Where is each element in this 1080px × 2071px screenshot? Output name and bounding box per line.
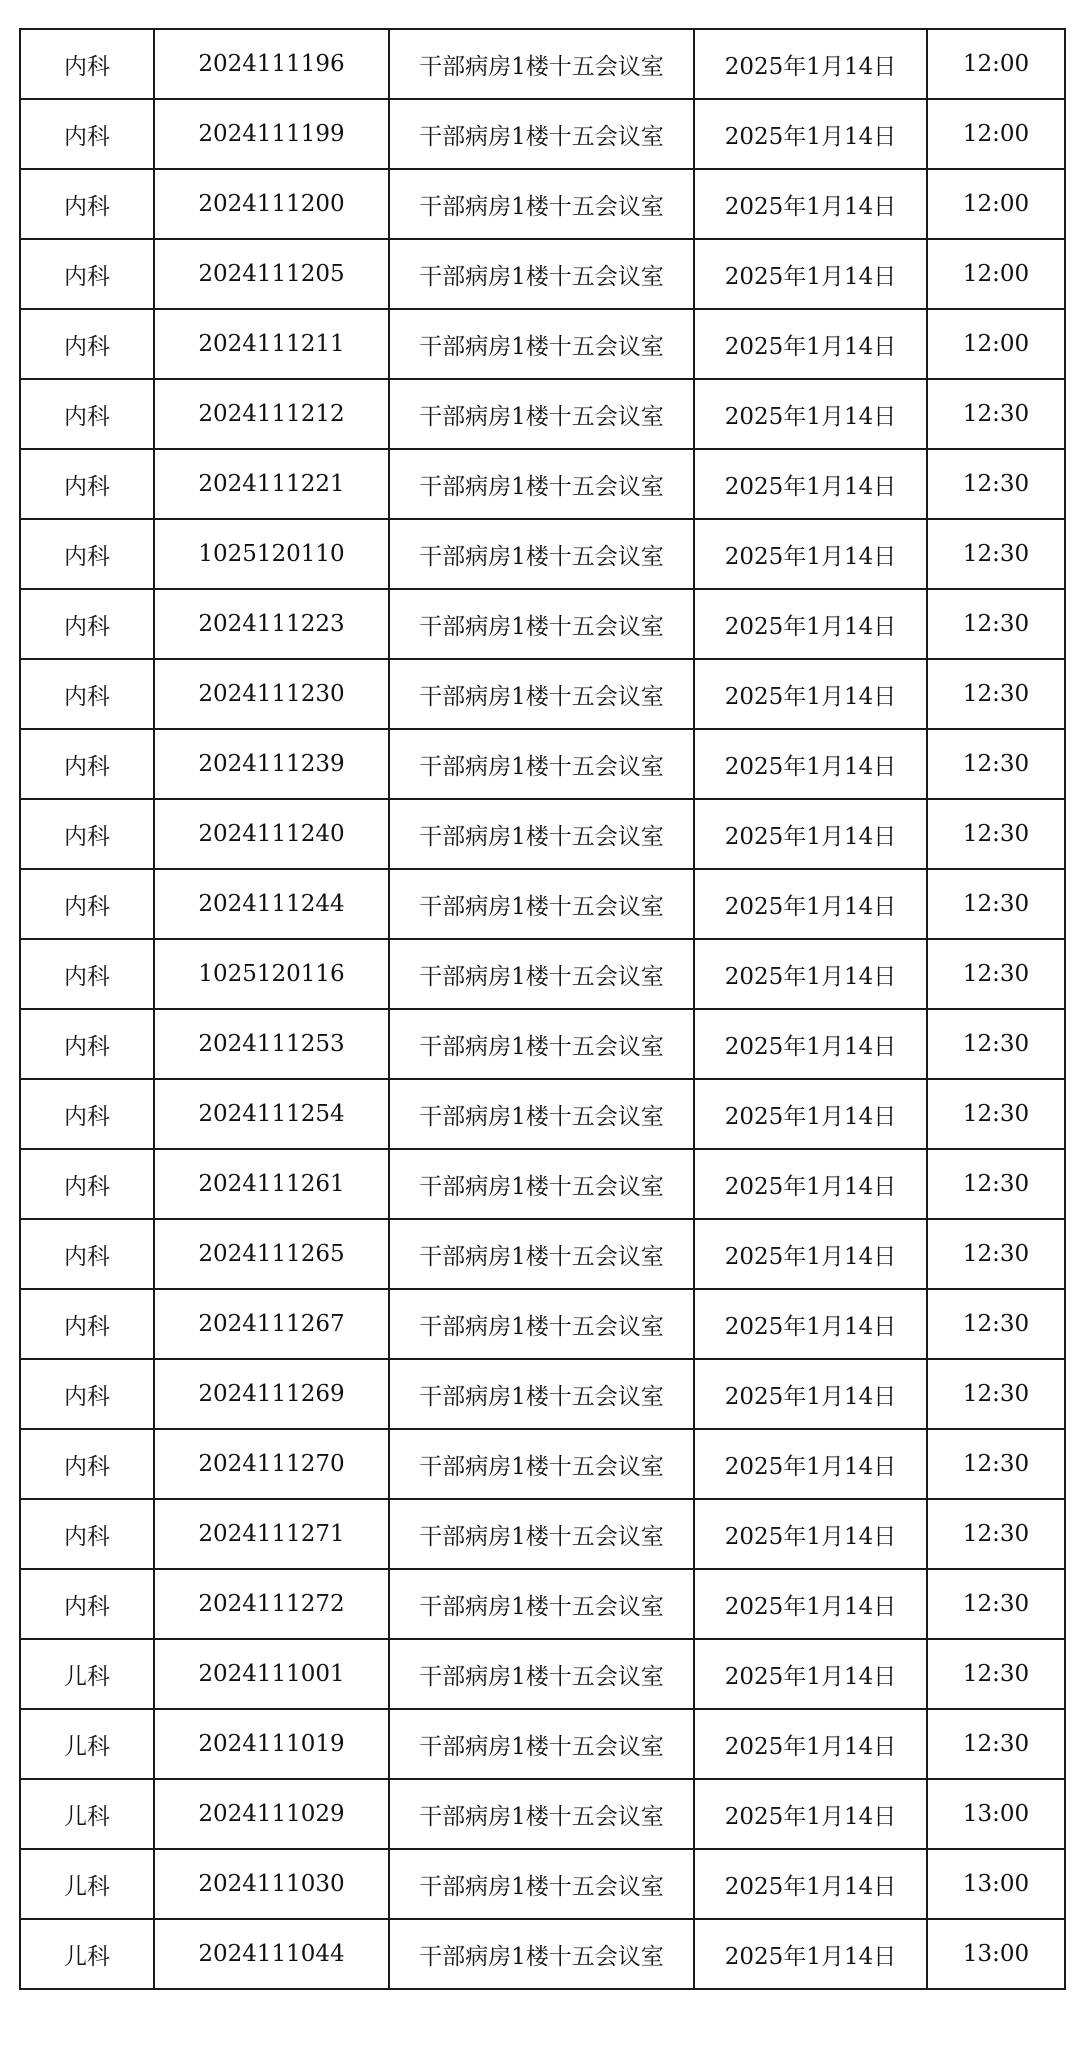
department-cell: 儿科 (20, 1639, 154, 1709)
location-cell: 干部病房1楼十五会议室 (389, 1919, 694, 1989)
department-cell: 儿科 (20, 1919, 154, 1989)
time-cell: 12:30 (927, 1499, 1065, 1569)
table-row (20, 729, 1065, 799)
date-cell: 2025年1月14日 (694, 799, 927, 869)
time-cell: 12:30 (927, 589, 1065, 659)
table-row (20, 799, 1065, 869)
location-cell: 干部病房1楼十五会议室 (389, 379, 694, 449)
location-cell: 干部病房1楼十五会议室 (389, 309, 694, 379)
table-row (20, 1359, 1065, 1429)
location-cell: 干部病房1楼十五会议室 (389, 1219, 694, 1289)
location-cell: 干部病房1楼十五会议室 (389, 1779, 694, 1849)
table-row (20, 1849, 1065, 1919)
location-cell: 干部病房1楼十五会议室 (389, 1429, 694, 1499)
schedule-table-body (20, 29, 1065, 1989)
department-cell: 内科 (20, 939, 154, 1009)
department-cell: 内科 (20, 869, 154, 939)
department-cell: 内科 (20, 1079, 154, 1149)
location-cell: 干部病房1楼十五会议室 (389, 169, 694, 239)
location-cell: 干部病房1楼十五会议室 (389, 729, 694, 799)
date-cell: 2025年1月14日 (694, 1499, 927, 1569)
department-cell: 内科 (20, 169, 154, 239)
candidate-id-cell: 1025120116 (154, 939, 389, 1009)
time-cell: 12:30 (927, 1359, 1065, 1429)
table-row (20, 519, 1065, 589)
candidate-id-cell: 2024111271 (154, 1499, 389, 1569)
department-cell: 内科 (20, 729, 154, 799)
date-cell: 2025年1月14日 (694, 519, 927, 589)
location-cell: 干部病房1楼十五会议室 (389, 939, 694, 1009)
department-cell: 儿科 (20, 1709, 154, 1779)
candidate-id-cell: 2024111196 (154, 29, 389, 99)
time-cell: 12:30 (927, 1569, 1065, 1639)
date-cell: 2025年1月14日 (694, 1219, 927, 1289)
table-row (20, 169, 1065, 239)
department-cell: 内科 (20, 309, 154, 379)
time-cell: 12:30 (927, 1009, 1065, 1079)
department-cell: 内科 (20, 659, 154, 729)
candidate-id-cell: 2024111270 (154, 1429, 389, 1499)
date-cell: 2025年1月14日 (694, 309, 927, 379)
date-cell: 2025年1月14日 (694, 1709, 927, 1779)
department-cell: 内科 (20, 519, 154, 589)
date-cell: 2025年1月14日 (694, 589, 927, 659)
location-cell: 干部病房1楼十五会议室 (389, 1709, 694, 1779)
time-cell: 12:30 (927, 1219, 1065, 1289)
table-row (20, 1009, 1065, 1079)
candidate-id-cell: 2024111265 (154, 1219, 389, 1289)
schedule-table (19, 28, 1066, 1990)
time-cell: 12:00 (927, 29, 1065, 99)
date-cell: 2025年1月14日 (694, 29, 927, 99)
department-cell: 内科 (20, 239, 154, 309)
department-cell: 内科 (20, 1569, 154, 1639)
time-cell: 12:30 (927, 1709, 1065, 1779)
location-cell: 干部病房1楼十五会议室 (389, 799, 694, 869)
date-cell: 2025年1月14日 (694, 1009, 927, 1079)
table-row (20, 1219, 1065, 1289)
time-cell: 13:00 (927, 1849, 1065, 1919)
table-row (20, 29, 1065, 99)
date-cell: 2025年1月14日 (694, 939, 927, 1009)
department-cell: 内科 (20, 1009, 154, 1079)
table-row (20, 659, 1065, 729)
table-row (20, 1709, 1065, 1779)
date-cell: 2025年1月14日 (694, 1429, 927, 1499)
candidate-id-cell: 1025120110 (154, 519, 389, 589)
location-cell: 干部病房1楼十五会议室 (389, 519, 694, 589)
schedule-sheet (19, 28, 1066, 1990)
date-cell: 2025年1月14日 (694, 1289, 927, 1359)
candidate-id-cell: 2024111200 (154, 169, 389, 239)
location-cell: 干部病房1楼十五会议室 (389, 659, 694, 729)
date-cell: 2025年1月14日 (694, 169, 927, 239)
table-row (20, 869, 1065, 939)
time-cell: 13:00 (927, 1919, 1065, 1989)
table-row (20, 1779, 1065, 1849)
location-cell: 干部病房1楼十五会议室 (389, 1359, 694, 1429)
candidate-id-cell: 2024111244 (154, 869, 389, 939)
location-cell: 干部病房1楼十五会议室 (389, 589, 694, 659)
candidate-id-cell: 2024111019 (154, 1709, 389, 1779)
candidate-id-cell: 2024111221 (154, 449, 389, 519)
table-row (20, 379, 1065, 449)
time-cell: 12:30 (927, 799, 1065, 869)
date-cell: 2025年1月14日 (694, 659, 927, 729)
department-cell: 内科 (20, 589, 154, 659)
date-cell: 2025年1月14日 (694, 1639, 927, 1709)
time-cell: 12:30 (927, 659, 1065, 729)
candidate-id-cell: 2024111240 (154, 799, 389, 869)
date-cell: 2025年1月14日 (694, 1149, 927, 1219)
candidate-id-cell: 2024111230 (154, 659, 389, 729)
location-cell: 干部病房1楼十五会议室 (389, 1849, 694, 1919)
department-cell: 儿科 (20, 1779, 154, 1849)
candidate-id-cell: 2024111212 (154, 379, 389, 449)
location-cell: 干部病房1楼十五会议室 (389, 1289, 694, 1359)
time-cell: 12:30 (927, 449, 1065, 519)
department-cell: 内科 (20, 1149, 154, 1219)
candidate-id-cell: 2024111199 (154, 99, 389, 169)
location-cell: 干部病房1楼十五会议室 (389, 239, 694, 309)
table-row (20, 1639, 1065, 1709)
time-cell: 12:30 (927, 869, 1065, 939)
table-row (20, 309, 1065, 379)
candidate-id-cell: 2024111272 (154, 1569, 389, 1639)
department-cell: 内科 (20, 1289, 154, 1359)
candidate-id-cell: 2024111029 (154, 1779, 389, 1849)
date-cell: 2025年1月14日 (694, 239, 927, 309)
table-row (20, 939, 1065, 1009)
table-row (20, 1569, 1065, 1639)
date-cell: 2025年1月14日 (694, 1359, 927, 1429)
location-cell: 干部病房1楼十五会议室 (389, 29, 694, 99)
candidate-id-cell: 2024111223 (154, 589, 389, 659)
location-cell: 干部病房1楼十五会议室 (389, 1639, 694, 1709)
candidate-id-cell: 2024111001 (154, 1639, 389, 1709)
department-cell: 儿科 (20, 1849, 154, 1919)
department-cell: 内科 (20, 1429, 154, 1499)
date-cell: 2025年1月14日 (694, 729, 927, 799)
date-cell: 2025年1月14日 (694, 449, 927, 519)
department-cell: 内科 (20, 1499, 154, 1569)
date-cell: 2025年1月14日 (694, 1779, 927, 1849)
time-cell: 12:00 (927, 169, 1065, 239)
table-row (20, 99, 1065, 169)
time-cell: 12:00 (927, 239, 1065, 309)
time-cell: 12:30 (927, 379, 1065, 449)
time-cell: 13:00 (927, 1779, 1065, 1849)
date-cell: 2025年1月14日 (694, 1569, 927, 1639)
candidate-id-cell: 2024111253 (154, 1009, 389, 1079)
table-row (20, 1919, 1065, 1989)
location-cell: 干部病房1楼十五会议室 (389, 1499, 694, 1569)
department-cell: 内科 (20, 799, 154, 869)
location-cell: 干部病房1楼十五会议室 (389, 449, 694, 519)
time-cell: 12:30 (927, 729, 1065, 799)
time-cell: 12:30 (927, 1429, 1065, 1499)
date-cell: 2025年1月14日 (694, 1079, 927, 1149)
location-cell: 干部病房1楼十五会议室 (389, 1569, 694, 1639)
location-cell: 干部病房1楼十五会议室 (389, 1079, 694, 1149)
date-cell: 2025年1月14日 (694, 1849, 927, 1919)
department-cell: 内科 (20, 379, 154, 449)
time-cell: 12:30 (927, 1149, 1065, 1219)
department-cell: 内科 (20, 1359, 154, 1429)
time-cell: 12:30 (927, 1079, 1065, 1149)
candidate-id-cell: 2024111030 (154, 1849, 389, 1919)
time-cell: 12:30 (927, 939, 1065, 1009)
date-cell: 2025年1月14日 (694, 379, 927, 449)
time-cell: 12:30 (927, 1289, 1065, 1359)
department-cell: 内科 (20, 99, 154, 169)
date-cell: 2025年1月14日 (694, 99, 927, 169)
candidate-id-cell: 2024111205 (154, 239, 389, 309)
candidate-id-cell: 2024111254 (154, 1079, 389, 1149)
table-row (20, 589, 1065, 659)
date-cell: 2025年1月14日 (694, 869, 927, 939)
table-row (20, 1429, 1065, 1499)
department-cell: 内科 (20, 1219, 154, 1289)
time-cell: 12:30 (927, 1639, 1065, 1709)
candidate-id-cell: 2024111261 (154, 1149, 389, 1219)
candidate-id-cell: 2024111269 (154, 1359, 389, 1429)
table-row (20, 1079, 1065, 1149)
date-cell: 2025年1月14日 (694, 1919, 927, 1989)
time-cell: 12:00 (927, 309, 1065, 379)
table-row (20, 1499, 1065, 1569)
candidate-id-cell: 2024111211 (154, 309, 389, 379)
table-row (20, 1289, 1065, 1359)
department-cell: 内科 (20, 29, 154, 99)
location-cell: 干部病房1楼十五会议室 (389, 99, 694, 169)
location-cell: 干部病房1楼十五会议室 (389, 1149, 694, 1219)
table-row (20, 239, 1065, 309)
candidate-id-cell: 2024111044 (154, 1919, 389, 1989)
candidate-id-cell: 2024111239 (154, 729, 389, 799)
table-row (20, 449, 1065, 519)
department-cell: 内科 (20, 449, 154, 519)
time-cell: 12:30 (927, 519, 1065, 589)
candidate-id-cell: 2024111267 (154, 1289, 389, 1359)
time-cell: 12:00 (927, 99, 1065, 169)
table-row (20, 1149, 1065, 1219)
location-cell: 干部病房1楼十五会议室 (389, 869, 694, 939)
location-cell: 干部病房1楼十五会议室 (389, 1009, 694, 1079)
